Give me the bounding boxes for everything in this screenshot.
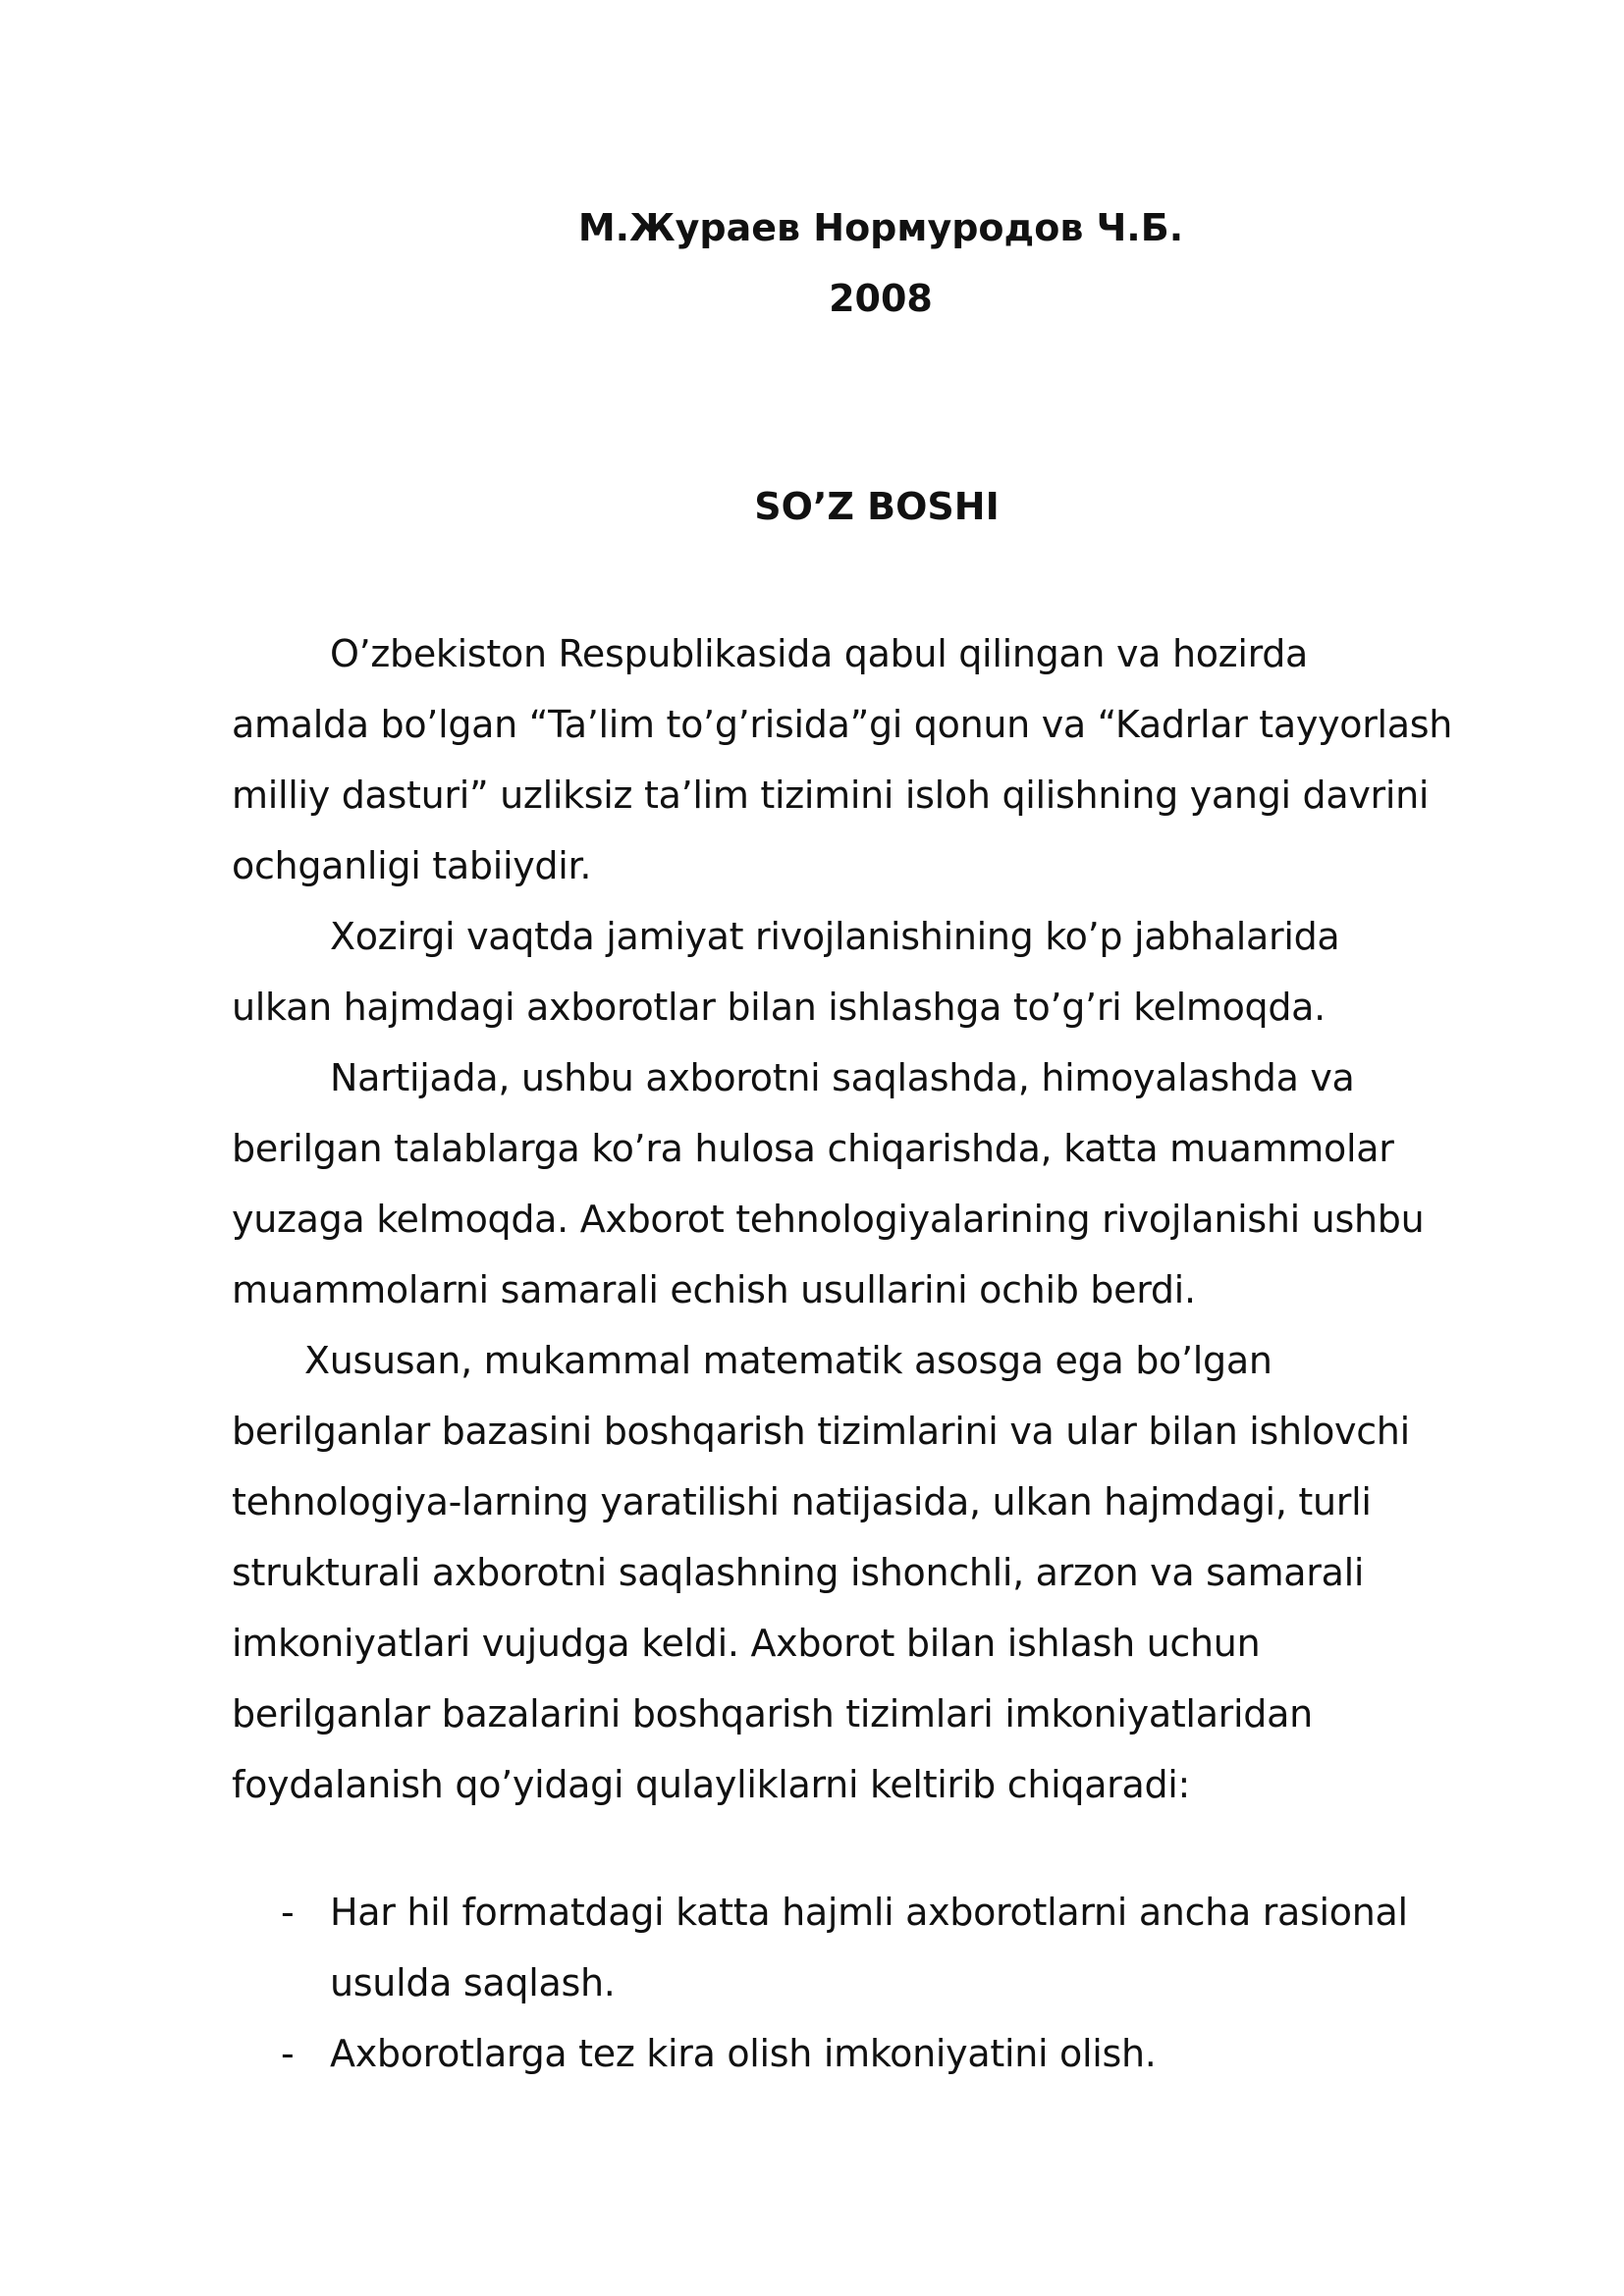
- paragraph-line: yuzaga kelmoqda. Axborot tehnologiyalarining rivojlanishi ushbu: [232, 1198, 1425, 1241]
- list-item-line: usulda saqlash.: [330, 1961, 616, 2004]
- paragraph-4: [232, 1325, 1528, 1820]
- paragraph-line: ochganligi tabiiydir.: [232, 844, 592, 887]
- paragraph-line: strukturali axborotni saqlashning ishonchli, arzon va samarali: [232, 1551, 1365, 1594]
- paragraph-line: berilganlar bazasini boshqarish tizimlarini va ular bilan ishlovchi: [232, 1410, 1410, 1453]
- paragraph-line: berilganlar bazalarini boshqarish tizimlari imkoniyatlaridan: [232, 1692, 1313, 1735]
- list-item-line: Axborotlarga tez kira olish imkoniyatini olish.: [330, 2032, 1157, 2075]
- dash-bullet-icon: -: [281, 2032, 295, 2075]
- list-item: [232, 1877, 1528, 2018]
- paragraph-1: [232, 618, 1528, 901]
- bullet-list: [232, 1877, 1528, 2089]
- paragraph-line: milliy dasturi” uzliksiz ta’lim tizimini isloh qilishning yangi davrini: [232, 774, 1430, 817]
- paragraph-line: ulkan hajmdagi axborotlar bilan ishlashga to’g’ri kelmoqda.: [232, 986, 1326, 1029]
- paragraph-line: berilgan talablarga ko’ra hulosa chiqarishda, katta muammolar: [232, 1127, 1394, 1170]
- document-header: [0, 192, 1624, 334]
- paragraph-line: imkoniyatlari vujudga keldi. Axborot bilan ishlash uchun: [232, 1622, 1261, 1665]
- paragraph-line: amalda bo’lgan “Ta’lim to’g’risida”gi qonun va “Kadrlar tayyorlash: [232, 703, 1453, 746]
- paragraph-2: [232, 901, 1528, 1042]
- year-line: 2008: [829, 277, 933, 320]
- paragraph-line: Xozirgi vaqtda jamiyat rivojlanishining ko’p jabhalarida: [330, 915, 1340, 958]
- paragraph-line: Nartijada, ushbu axborotni saqlashda, himoyalashda va: [330, 1056, 1355, 1099]
- paragraph-line: muammolarni samarali echish usullarini ochib berdi.: [232, 1268, 1196, 1311]
- paragraph-line: O’zbekiston Respublikasida qabul qilingan va hozirda: [330, 632, 1309, 675]
- paragraph-line: Xususan, mukammal matematik asosga ega bo’lgan: [304, 1339, 1272, 1382]
- list-item: [232, 2018, 1528, 2089]
- authors-line: М.Жураев Нормуродов Ч.Б.: [577, 206, 1184, 249]
- list-item-line: Har hil formatdagi katta hajmli axborotlarni ancha rasional: [330, 1891, 1408, 1934]
- paragraph-line: tehnologiya-larning yaratilishi natijasida, ulkan hajmdagi, turli: [232, 1480, 1372, 1523]
- section-title: SO’Z BOSHI: [754, 485, 1000, 528]
- paragraph-3: [232, 1042, 1528, 1325]
- dash-bullet-icon: -: [281, 1891, 295, 1934]
- body-text: [232, 618, 1528, 1820]
- paragraph-line: foydalanish qo’yidagi qulayliklarni keltirib chiqaradi:: [232, 1763, 1191, 1806]
